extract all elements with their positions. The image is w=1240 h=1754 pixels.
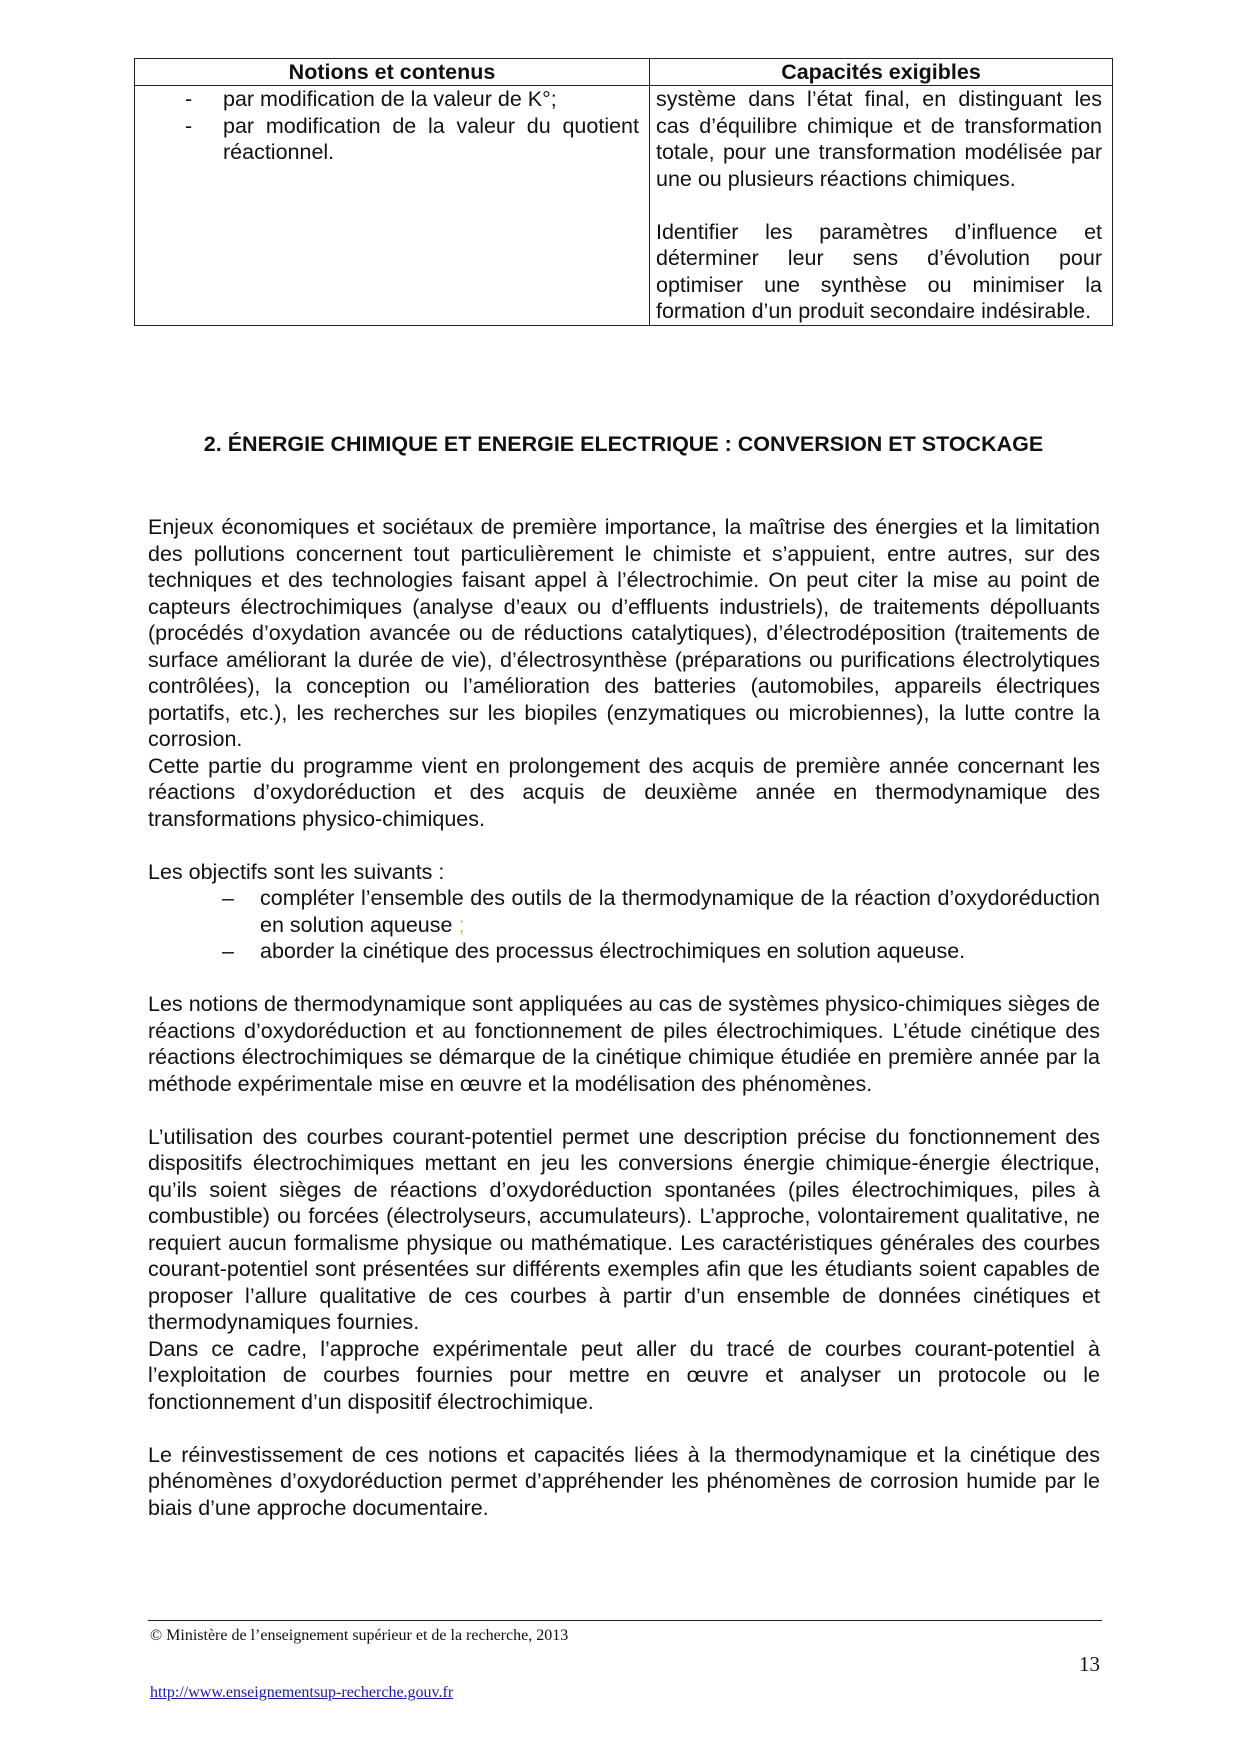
table-header-row [135, 59, 1113, 86]
paragraph-courbes: L’utilisation des courbes courant-potentiel permet une description précise du fonctionnement des dispositifs électrochimiques mettant en jeu les conversions énergie chimique-énergie électrique, qu’ils soient sièges de réactions d’oxydoréduction spontanées (piles électrochimiques, piles à combustible) ou forcées (électrolyseurs, accumulateurs). L’approche, volontairement qualitative, ne requiert aucun formalisme physique ou mathématique. Les caractéristiques générales des courbes courant-potentiel sont présentées sur différents exemples afin que les étudiants soient capables de proposer l’allure qualitative de ces courbes à partir d’un ensemble de données cinétiques et thermodynamiques fournies. [148, 1124, 1100, 1334]
notions-list [141, 86, 639, 166]
paragraph-corrosion: Le réinvestissement de ces notions et capacités liées à la thermodynamique et la cinétique des phénomènes d’oxydoréduction permet d’appréhender les phénomènes de corrosion humide par le biais d’une approche documentaire. [148, 1442, 1100, 1520]
paragraph-experimental: Dans ce cadre, l’approche expérimentale peut aller du tracé de courbes courant-potentiel à l’exploitation de courbes fournies pour mettre en œuvre et analyser un protocole ou le fonctionnement d’un dispositif électrochimique. [148, 1336, 1100, 1414]
table-row [135, 86, 1113, 326]
capacites-cell [650, 86, 1113, 326]
dash-bullet: - [185, 113, 193, 138]
capacites-paragraph-1: système dans l’état final, en distinguant les cas d’équilibre chimique et de transformation totale, pour une transformation modélisée par une ou plusieurs réactions chimiques. [656, 87, 1102, 191]
list-item [148, 938, 1100, 965]
page-number: 13 [1079, 1652, 1100, 1676]
footer-copyright: © Ministère de l’enseignement supérieur et de la recherche, 2013 [150, 1627, 569, 1644]
objectives-list [148, 885, 1100, 965]
list-item [148, 885, 1100, 938]
header-capacites: Capacités exigibles [650, 59, 1113, 86]
capacites-paragraph-2: Identifier les paramètres d’influence et déterminer leur sens d’évolution pour optimiser une synthèse ou minimiser la formation d’un produit secondaire indésirable. [656, 219, 1102, 323]
program-table [134, 58, 1113, 326]
list-item-text: par modification de la valeur du quotient réactionnel. [223, 113, 639, 164]
objective-text: compléter l’ensemble des outils de la thermodynamique de la réaction d’oxydoréduction en solution aqueuse [260, 886, 1100, 937]
list-item [141, 86, 639, 113]
header-notions: Notions et contenus [135, 59, 650, 86]
notions-cell [135, 86, 650, 326]
section-body [148, 514, 1100, 1521]
dash-bullet: – [222, 939, 234, 963]
section-title: 2. ÉNERGIE CHIMIQUE ET ENERGIE ELECTRIQUE : CONVERSION ET STOCKAGE [203, 432, 1044, 456]
objective-semicolon: ; [458, 912, 465, 937]
objective-text: aborder la cinétique des processus électrochimiques en solution aqueuse. [260, 939, 966, 963]
list-item-text: par modification de la valeur de K°; [223, 87, 557, 111]
paragraph-thermodynamique: Les notions de thermodynamique sont appliquées au cas de systèmes physico-chimiques sièges de réactions d’oxydoréduction et au fonctionnement de piles électrochimiques. L’étude cinétique des réactions électrochimiques se démarque de la cinétique chimique étudiée en première année par la méthode expérimentale mise en œuvre et la modélisation des phénomènes. [148, 992, 1100, 1096]
dash-bullet: - [185, 87, 193, 111]
paragraph-intro: Enjeux économiques et sociétaux de première importance, la maîtrise des énergies et la limitation des pollutions concernent tout particulièrement le chimiste et s’appuient, entre autres, sur des techniques et des technologies faisant appel à l’électrochimie. On peut citer la mise au point de capteurs électrochimiques (analyse d’eaux ou d’effluents industriels), de traitements dépolluants (procédés d’oxydation avancée ou de réductions catalytiques), d’électrodéposition (traitements de surface améliorant la durée de vie), d’électrosynthèse (préparations ou purifications électrolytiques contrôlées), la conception ou l’amélioration des batteries (automobiles, appareils électriques portatifs, etc.), les recherches sur les biopiles (enzymatiques ou microbiennes), la lutte contre la corrosion. [148, 515, 1100, 751]
footer-divider [148, 1620, 1102, 1621]
paragraph-prolongement: Cette partie du programme vient en prolongement des acquis de première année concernant les réactions d’oxydoréduction et des acquis de deuxième année en thermodynamique des transformations physico-chimiques. [148, 753, 1100, 831]
objectives-intro: Les objectifs sont les suivants : [148, 859, 445, 884]
dash-bullet: – [222, 886, 234, 910]
footer-link[interactable]: http://www.enseignementsup-recherche.gouv.fr [150, 1684, 454, 1701]
list-item [141, 113, 639, 166]
